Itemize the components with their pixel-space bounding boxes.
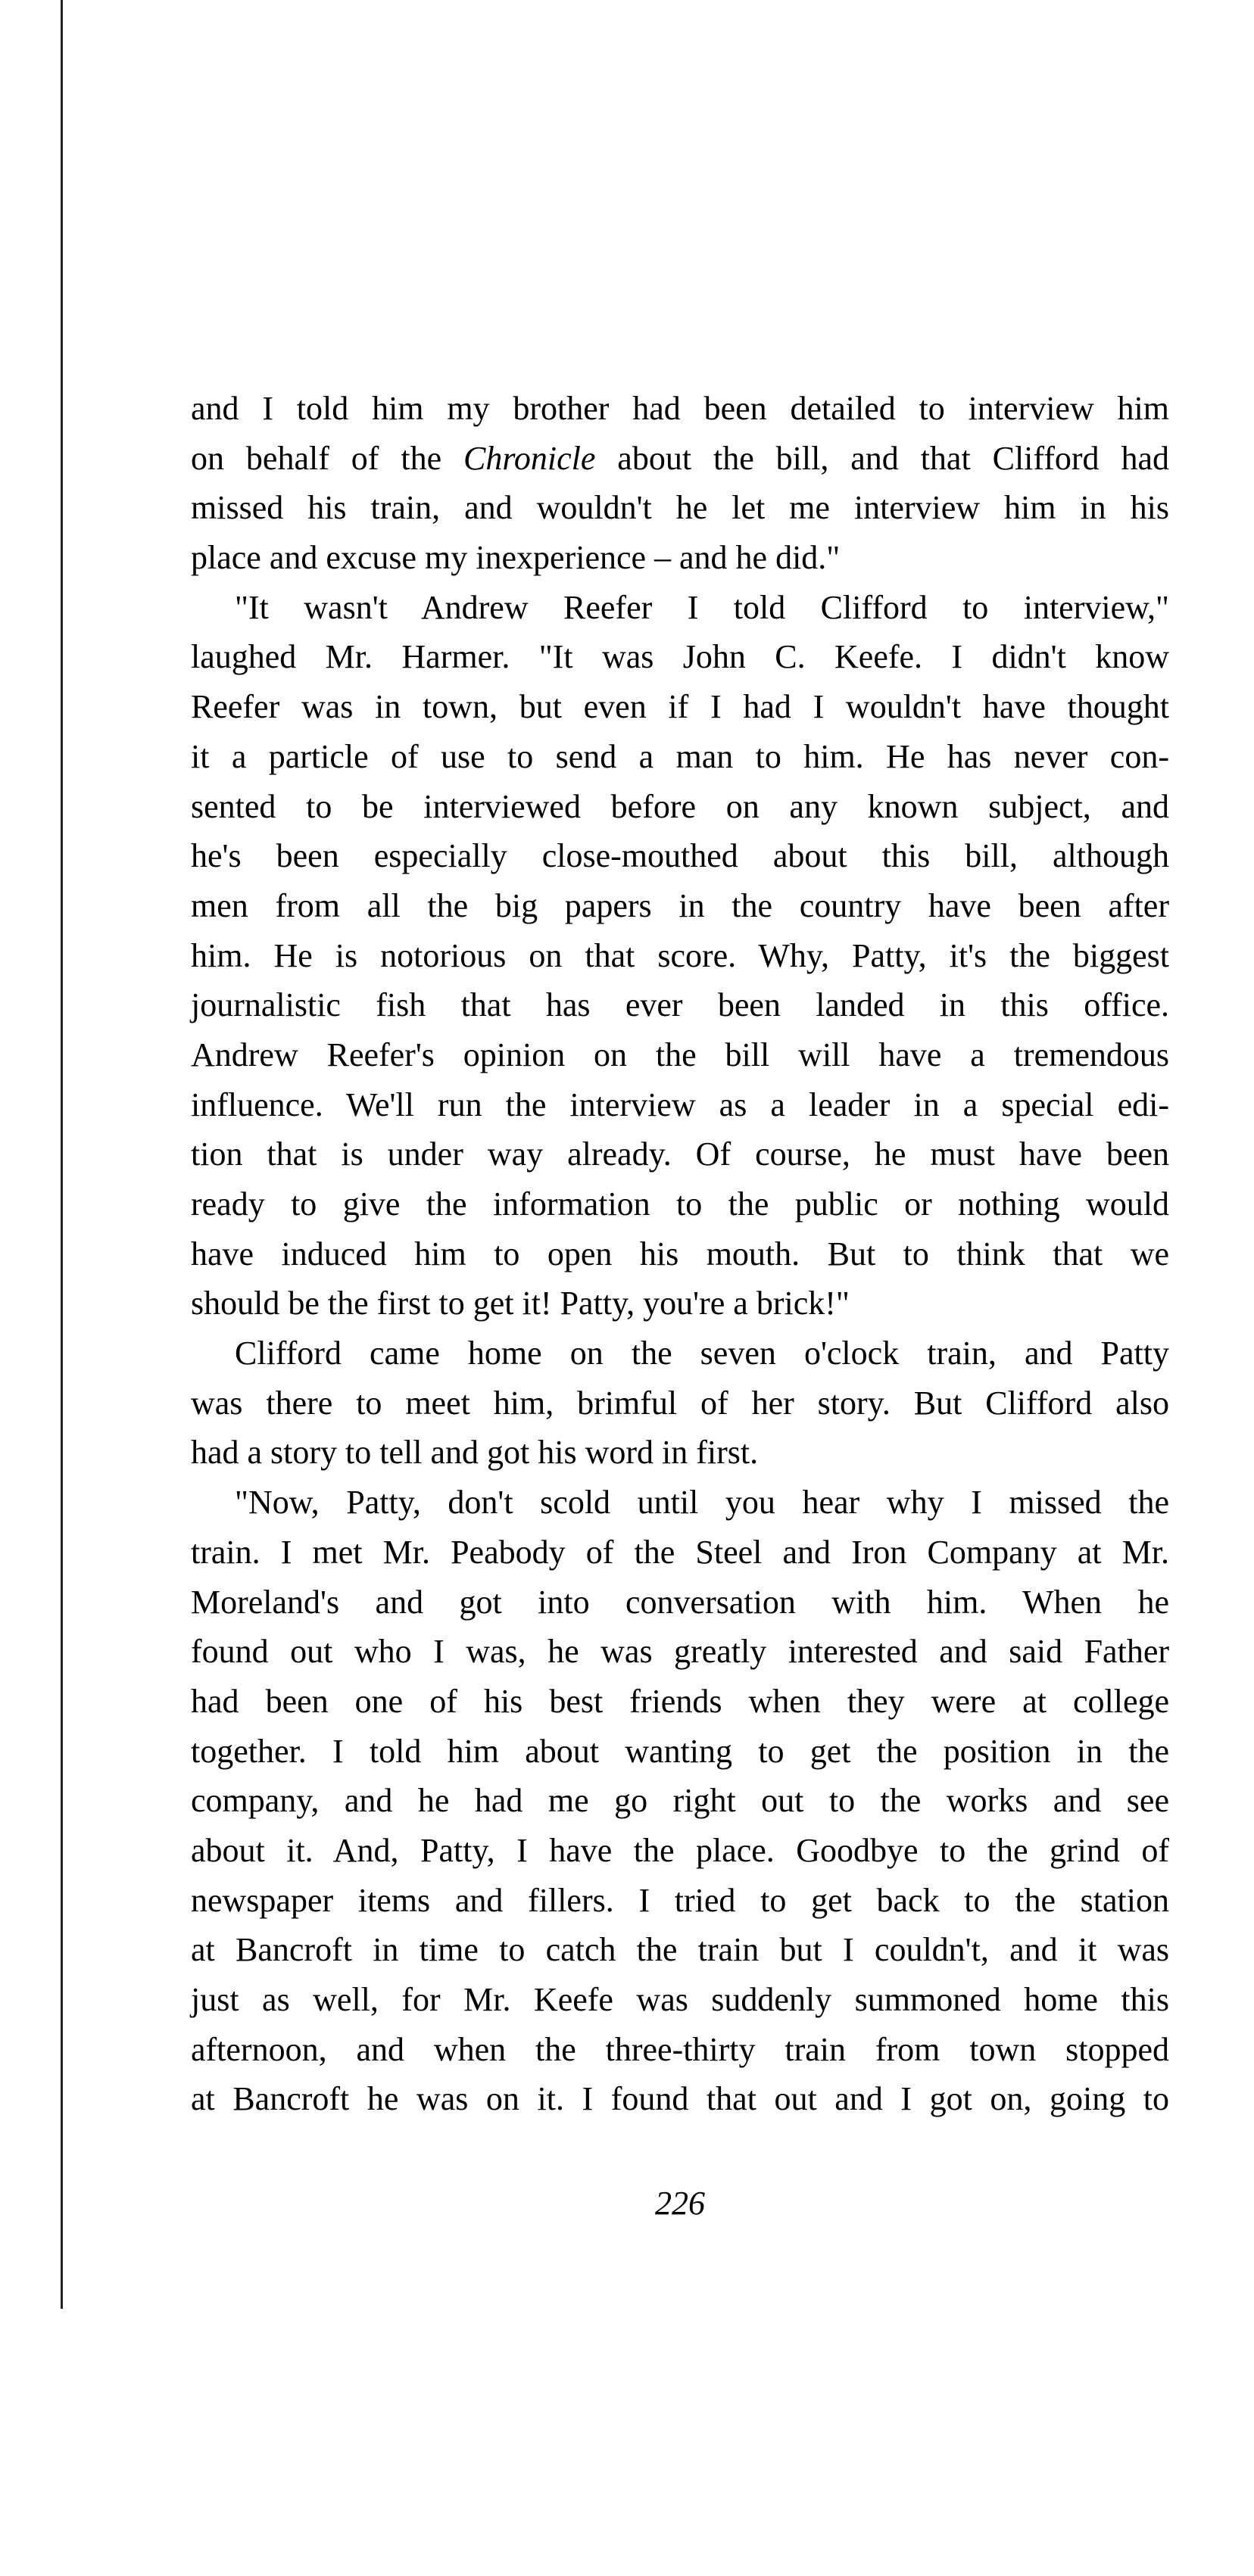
- text-segment: sented to be interviewed before on any known subject, and: [191, 787, 1169, 825]
- text-line: [191, 1328, 1169, 1378]
- text-line: [191, 2025, 1169, 2075]
- text-segment: together. I told him about wanting to get the position in the: [191, 1732, 1169, 1770]
- text-line: [191, 1578, 1169, 1628]
- text-segment: Reefer was in town, but even if I had I wouldn't have thought: [191, 688, 1169, 726]
- text-line: [191, 1030, 1169, 1080]
- text-segment: influence. We'll run the interview as a leader in a special edi-: [191, 1086, 1169, 1123]
- text-segment: men from all the big papers in the country have been after: [191, 886, 1169, 924]
- italic-title: Chronicle: [463, 439, 596, 477]
- text-line: [191, 1975, 1169, 2025]
- text-segment: should be the first to get it! Patty, you're a brick!": [191, 1285, 850, 1322]
- text-line: [191, 831, 1169, 881]
- text-segment: ready to give the information to the public or nothing would: [191, 1185, 1169, 1223]
- text-segment: laughed Mr. Harmer. "It was John C. Keefe. I didn't know: [191, 638, 1169, 676]
- text-line: [191, 1627, 1169, 1677]
- text-line: [191, 1179, 1169, 1229]
- text-segment: have induced him to open his mouth. But to think that we: [191, 1235, 1169, 1272]
- text-line: [191, 1826, 1169, 1876]
- text-line: [191, 632, 1169, 682]
- text-line: [191, 1428, 1169, 1478]
- text-line: [191, 583, 1169, 633]
- text-line: [191, 931, 1169, 981]
- page-binding-edge: [61, 0, 63, 2309]
- text-segment: had been one of his best friends when they were at college: [191, 1682, 1169, 1720]
- text-segment: journalistic fish that has ever been landed in this office.: [191, 986, 1169, 1024]
- text-line: [191, 533, 1169, 583]
- text-line: [191, 1229, 1169, 1279]
- text-segment: afternoon, and when the three-thirty train from town stopped: [191, 2030, 1169, 2068]
- text-segment: at Bancroft in time to catch the train but I couldn't, and it was: [191, 1931, 1169, 1969]
- text-line: [191, 1876, 1169, 1926]
- text-segment: had a story to tell and got his word in first.: [191, 1434, 759, 1472]
- text-line: [191, 1776, 1169, 1826]
- text-line: [191, 782, 1169, 832]
- text-line: [191, 980, 1169, 1030]
- text-segment: place and excuse my inexperience – and he did.": [191, 539, 841, 577]
- text-line: [191, 1677, 1169, 1727]
- text-line: [191, 434, 1169, 484]
- text-segment: newspaper items and fillers. I tried to get back to the station: [191, 1881, 1169, 1919]
- text-line: [191, 1129, 1169, 1179]
- text-segment: just as well, for Mr. Keefe was suddenly summoned home this: [191, 1981, 1169, 2018]
- text-segment: at Bancroft he was on it. I found that out and I got on, going to: [191, 2080, 1169, 2118]
- text-segment: he's been especially close-mouthed about this bill, although: [191, 837, 1169, 875]
- text-segment: was there to meet him, brimful of her story. But Clifford also: [191, 1384, 1169, 1422]
- text-segment: about the bill, and that Clifford had: [595, 439, 1170, 477]
- text-segment: "It wasn't Andrew Reefer I told Clifford to interview,": [235, 588, 1169, 626]
- text-line: [191, 483, 1169, 533]
- text-segment: Clifford came home on the seven o'clock train, and Patty: [235, 1335, 1169, 1372]
- text-segment: on behalf of the: [191, 439, 464, 477]
- text-line: [191, 881, 1169, 931]
- text-line: [191, 732, 1169, 782]
- text-line: [191, 682, 1169, 732]
- page-number: 226: [655, 2185, 705, 2222]
- text-segment: Moreland's and got into conversation with him. When he: [191, 1583, 1169, 1621]
- text-segment: Andrew Reefer's opinion on the bill will have a tremendous: [191, 1036, 1169, 1073]
- text-line: [191, 1528, 1169, 1578]
- text-segment: found out who I was, he was greatly interested and said Father: [191, 1633, 1169, 1671]
- text-segment: and I told him my brother had been detailed to interview him: [191, 390, 1169, 427]
- body-text: [191, 384, 1169, 2124]
- text-segment: him. He is notorious on that score. Why, Patty, it's the biggest: [191, 936, 1169, 974]
- text-segment: "Now, Patty, don't scold until you hear why I missed the: [235, 1484, 1169, 1522]
- text-segment: tion that is under way already. Of course, he must have been: [191, 1135, 1169, 1173]
- text-line: [191, 384, 1169, 434]
- text-line: [191, 2074, 1169, 2124]
- text-line: [191, 1279, 1169, 1328]
- text-line: [191, 1378, 1169, 1428]
- text-segment: missed his train, and wouldn't he let me interview him in his: [191, 489, 1169, 527]
- text-segment: about it. And, Patty, I have the place. Goodbye to the grind of: [191, 1831, 1169, 1869]
- text-line: [191, 1478, 1169, 1528]
- text-line: [191, 1925, 1169, 1975]
- text-segment: it a particle of use to send a man to him. He has never con-: [191, 737, 1169, 775]
- text-line: [191, 1727, 1169, 1777]
- text-line: [191, 1080, 1169, 1130]
- text-segment: train. I met Mr. Peabody of the Steel and Iron Company at Mr.: [191, 1533, 1169, 1571]
- text-segment: company, and he had me go right out to the works and see: [191, 1782, 1169, 1820]
